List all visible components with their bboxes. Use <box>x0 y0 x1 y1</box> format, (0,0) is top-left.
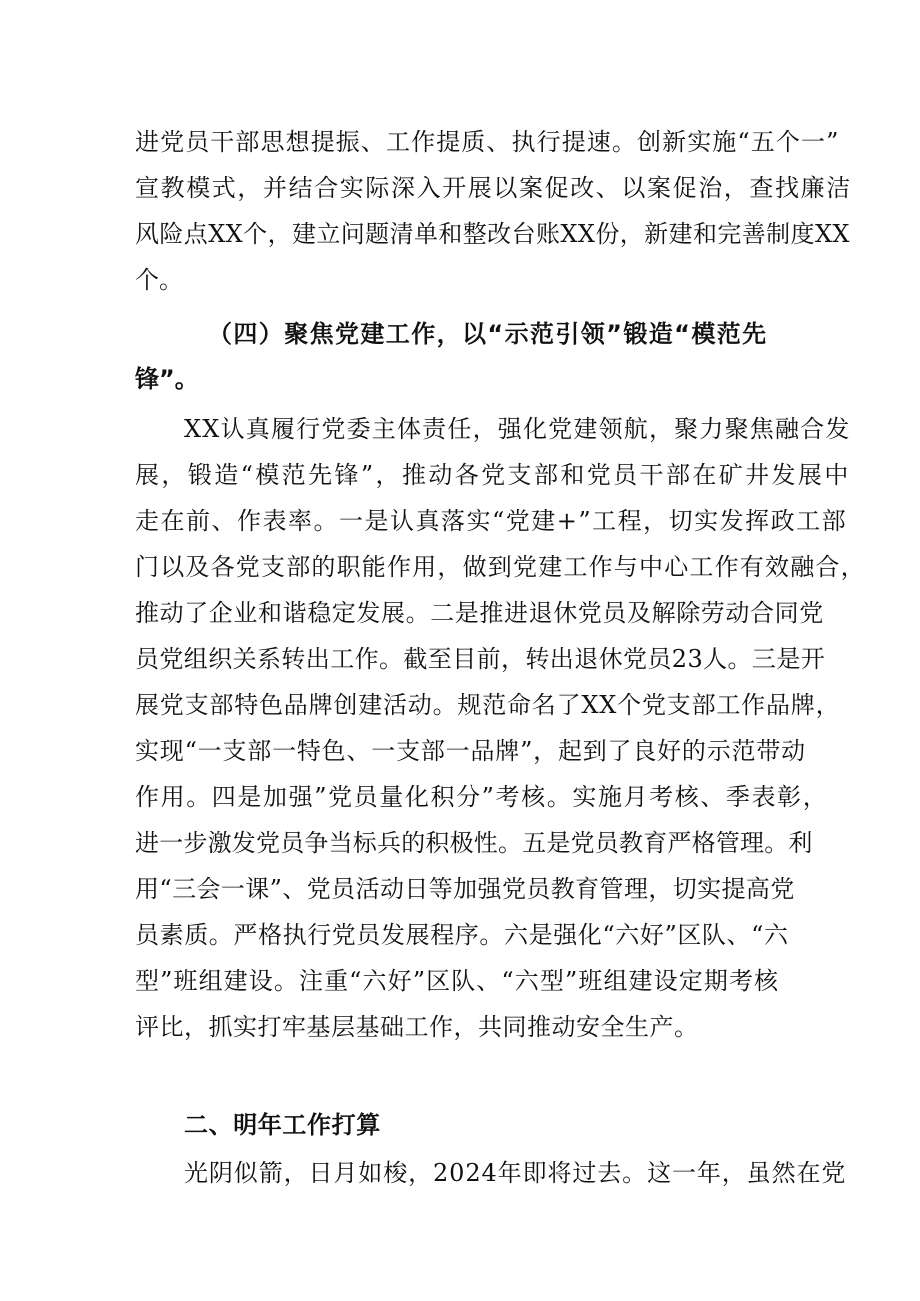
paragraph-line: 评比，抓实打牢基层基础工作，共同推动安全生产。 <box>135 1013 699 1041</box>
paragraph-line: 展党支部特色品牌创建活动。规范命名了XX个党支部工作品牌， <box>135 691 841 719</box>
section-heading: 二、明年工作打算 <box>184 1111 381 1139</box>
paragraph-line: 展，锻造“模范先锋”，推动各党支部和党员干部在矿井发展中 <box>135 461 851 489</box>
paragraph-line: 作用。四是加强”党员量化积分”考核。实施月考核、季表彰， <box>135 783 829 811</box>
paragraph-line: 宣教模式，并结合实际深入开展以案促改、以案促治，查找廉洁 <box>135 174 852 202</box>
paragraph-line: 门以及各党支部的职能作用，做到党建工作与中心工作有效融合， <box>135 553 866 581</box>
paragraph-line: 光阴似箭，日月如梭，2024年即将过去。这一年，虽然在党 <box>184 1159 847 1187</box>
paragraph-line: XX认真履行党委主体责任，强化党建领航，聚力聚焦融合发 <box>184 415 851 443</box>
paragraph-line: 员党组织关系转出工作。截至目前，转出退休党员23人。三是开 <box>135 645 826 673</box>
paragraph-line: 员素质。严格执行党员发展程序。六是强化“六好”区队、“六 <box>135 921 789 949</box>
paragraph-line: 风险点XX个，建立问题清单和整改台账XX份，新建和完善制度XX <box>135 220 850 248</box>
section-heading-continued: 锋”。 <box>135 365 199 393</box>
paragraph-line: 用“三会一课”、党员活动日等加强党员教育管理，切实提高党 <box>135 875 795 903</box>
paragraph-line: 实现“一支部一特色、一支部一品牌”，起到了良好的示范带动 <box>135 737 806 765</box>
paragraph-line: 个。 <box>135 266 183 294</box>
paragraph-line: 走在前、作表率。一是认真落实“党建+”工程，切实发挥政工部 <box>135 507 848 535</box>
paragraph-line: 型”班组建设。注重“六好”区队、“六型”班组建设定期考核 <box>135 967 780 995</box>
paragraph-line: 推动了企业和谐稳定发展。二是推进退休党员及解除劳动合同党 <box>135 599 824 627</box>
paragraph-line: 进一步激发党员争当标兵的积极性。五是党员教育严格管理。利 <box>135 829 813 857</box>
section-heading: （四）聚焦党建工作，以“示范引领”锻造“模范先 <box>208 320 768 348</box>
paragraph-line: 进党员干部思想提振、工作提质、执行提速。创新实施“五个一” <box>135 128 840 156</box>
